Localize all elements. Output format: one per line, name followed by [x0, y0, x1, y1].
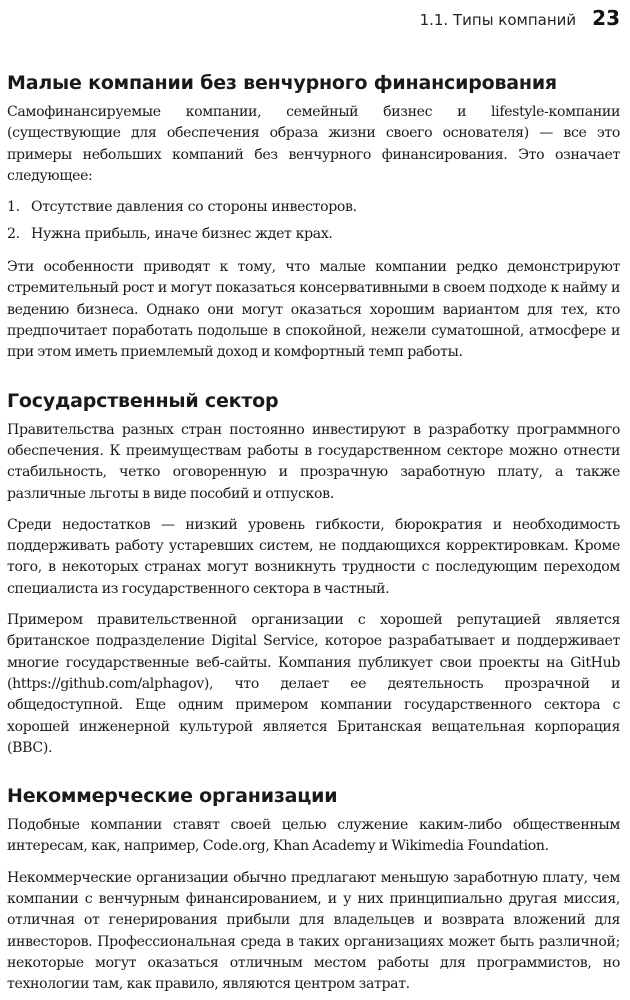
list-item-text: Отсутствие давления со стороны инвесторов.: [31, 199, 357, 216]
paragraph: Некоммерческие организации обычно предлагают меньшую заработную плату, чем компании с венчурным финансированием, и у них принципиально другая миссия, отличная от генерирования прибыли для владельцев и возврата вложений для инвесторов. Профессиональная среда в таких организациях может быть различной; некоторые могут оказаться отличным местом работы для программистов, но технологии там, как правило, являются центром затрат.: [7, 869, 620, 993]
list-item-text: Нужна прибыль, иначе бизнес ждет крах.: [31, 226, 333, 243]
running-head: [7, 0, 620, 40]
section-small-companies: [7, 70, 620, 364]
list-item-number: 2.: [7, 226, 20, 243]
page-number: 23: [592, 6, 620, 30]
running-head-title: 1.1. Типы компаний: [419, 11, 577, 29]
section-public-sector: [7, 388, 620, 759]
paragraph: Подобные компании ставят своей целью служение каким-либо общественным интересам, как, например, Code.org, Khan Academy и Wikimedia Foundation.: [7, 817, 620, 855]
section-heading: Государственный сектор: [7, 389, 279, 412]
section-nonprofits: [7, 783, 620, 995]
section-heading: Некоммерческие организации: [7, 785, 338, 808]
list-item: [7, 197, 620, 218]
paragraph: Эти особенности приводят к тому, что малые компании редко демонстрируют стремительный рост и могут показаться консервативными в своем подходе к найму и ведению бизнеса. Однако они могут оказаться хорошим вариантом для тех, кто предпочитает поработать подольше в спокойной, нежели суматошной, атмосфере и при этом иметь приемлемый доход и комфортный темп работы.: [7, 259, 620, 361]
list-item-number: 1.: [7, 199, 20, 216]
section-heading: Малые компании без венчурного финансирования: [7, 72, 557, 94]
paragraph: Самофинансируемые компании, семейный бизнес и lifestyle-компании (существующие для обеспечения образа жизни своего основателя) — все это примеры небольших компаний без венчурного финансирования. Это означает следующее:: [7, 104, 620, 184]
paragraph: Правительства разных стран постоянно инвестируют в разработку программного обеспечения. К преимуществам работы в государственном секторе можно отнести стабильность, четко оговоренную и прозрачную заработную плату, а также различные льготы в виде пособий и отпусков.: [7, 421, 620, 502]
paragraph: Среди недостатков — низкий уровень гибкости, бюрократия и необходимость поддерживать работу устаревших систем, не поддающихся корректировкам. Кроме того, в некоторых странах могут возникнуть трудности с последующим переходом специалиста из государственного сектора в частный.: [7, 516, 620, 597]
list-item: [7, 224, 620, 245]
paragraph: Примером правительственной организации с хорошей репутацией является британское подразделение Digital Service, которое разрабатывает и поддерживает многие государственные веб-сайты. Компания публикует свои проекты на GitHub (https://github.com/alphagov), что делает ее деятельность прозрачной и общедоступной. Еще одним примером компании государственного сектора с хорошей инженерной культурой является Британская вещательная корпорация (BBC).: [7, 612, 620, 756]
numbered-list: [7, 197, 620, 245]
